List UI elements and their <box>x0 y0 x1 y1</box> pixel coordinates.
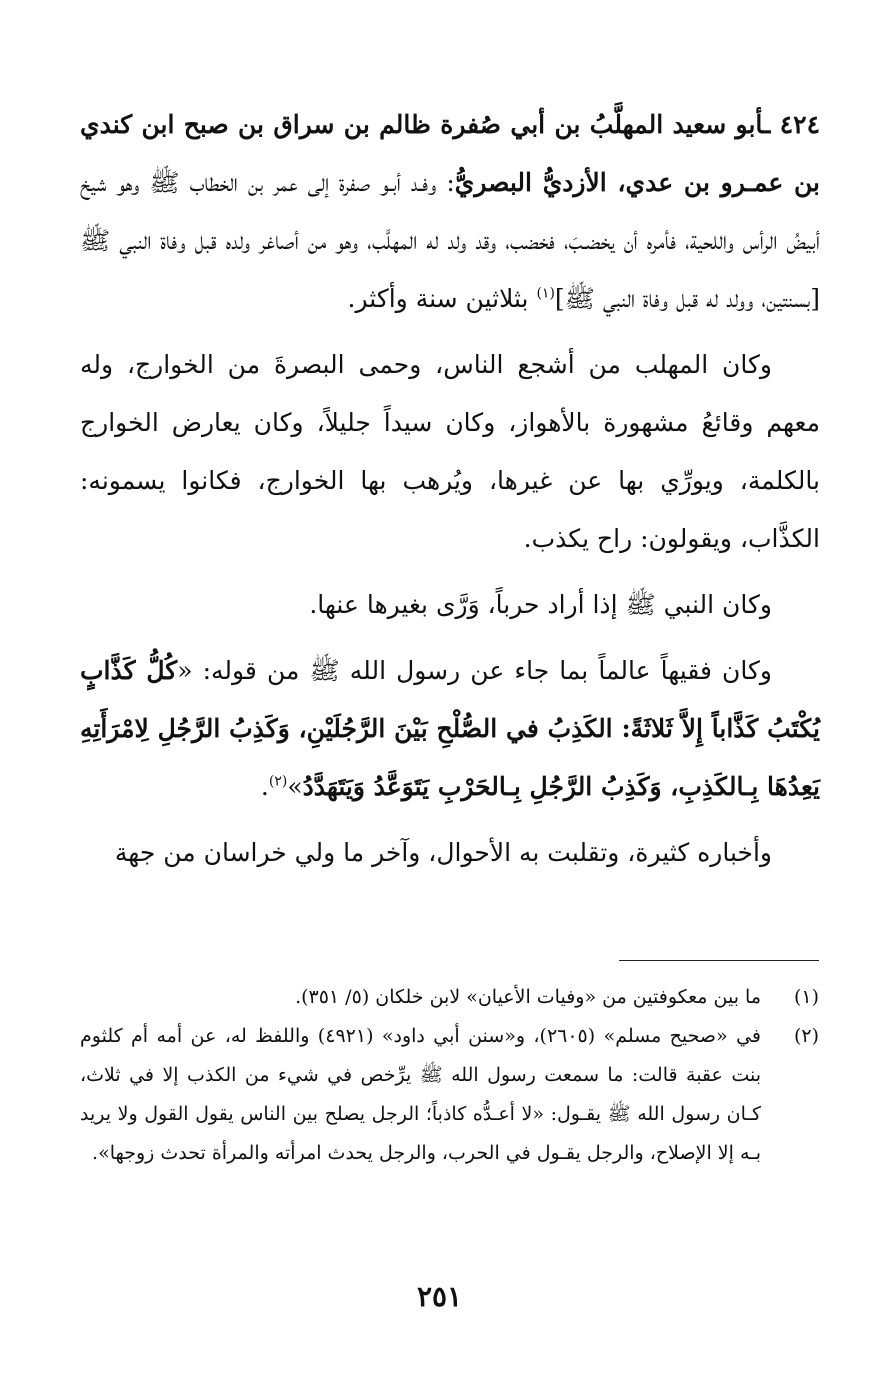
hadith-close-quote: » <box>287 772 303 801</box>
entry-paragraph <box>80 96 820 328</box>
hadith-intro: وكان فقيهاً عالماً بما جاء عن رسول الله ﷺ من قوله: « <box>177 656 772 685</box>
paragraph-news: وأخباره كثيرة، وتقلبت به الأحوال، وآخر ما ولي خراسان من جهة <box>114 838 772 867</box>
entry-heading: أبو سعيد المهلَّبُ بن أبي صُفرة ظالم بن سراق بن صبح ابن كندي بن عمـرو بن عدي، الأزديُّ البصريُّ <box>80 110 821 197</box>
footnote-1 <box>80 978 819 1017</box>
entry-intro: : وفـد أبـو صفرة إلى عمر بن الخطاب ﷺ وهو شيخ أبيضُ الرأس واللحية، فأمره أن يخضـبَ، فخضب، وقد ولد له المهلَّب، وهو من أصاغر ولده قبل وفاة النبي ﷺ [بسنتين، وولد له قبل وفاة النبي ﷺ] <box>80 168 820 313</box>
footnote-number: (٢) <box>793 1025 819 1047</box>
entry-number: ٤٢٤ ـ <box>763 110 821 139</box>
paragraph-bravery: وكان المهلب من أشجع الناس، وحمى البصرةَ من الخوارج، وله معهم وقائعُ مشهورة بالأهواز، وكان سيداً جليلاً، وكان يعارض الخوارج بالكلمة، ويورِّي بها عن غيرها، ويُرهب بها الخوارج، فكانوا يسمونه: الكذَّاب، ويقولون: راح يكذب. <box>80 350 820 553</box>
page-number: ٢٥١ <box>416 1280 463 1313</box>
footnote-text: ما بين معكوفتين من «وفيات الأعيان» لابن خلكان (٥/ ٣٥١). <box>295 986 761 1008</box>
entry-intro-end: بثلاثين سنة وأكثر. <box>347 284 537 313</box>
paragraph-prophet-war: وكان النبي ﷺ إذا أراد حرباً، وَرَّى بغيرها عنها. <box>309 590 772 619</box>
main-text-block <box>80 96 820 890</box>
hadith-end: . <box>260 772 269 801</box>
footnotes-block <box>80 978 819 1173</box>
footnote-ref-1: (١) <box>536 285 555 302</box>
footnote-number: (١) <box>793 986 819 1008</box>
footnote-ref-2: (٢) <box>268 773 288 790</box>
footnote-2 <box>80 1017 819 1173</box>
hadith-text: كُلُّ كَذَّابٍ يُكْتَبُ كَذَّاباً إِلاَّ ثَلاثَةً: الكَذِبُ في الصُّلْحِ بَيْنَ الرَّجُلَيْنِ، وَكَذِبُ الرَّجُلِ لِامْرَأَتِهِ يَعِدُهَا بِـالكَذِبِ، وَكَذِبُ الرَّجُلِ بِـالحَرْبِ يَتَوَعَّدُ وَيَتَهَدَّدُ <box>80 656 820 801</box>
paragraph-hadith <box>80 642 820 816</box>
footnote-text: في «صحيح مسلم» (٢٦٠٥)، و«سنن أبي داود» (٤٩٢١) واللفظ له، عن أمه أم كلثوم بنت عقبة قالت: ما سمعت رسول الله ﷺ يرِّخص في شيء من الكذب إلا في ثلاث، كـان رسول الله ﷺ يقـول: «لا أعـدُّه كاذباً؛ الرجل يصلح بين الناس يقول القول ولا يريد بـه إلا الإصلاح، والرجل يقـول في الحرب، والرجل يحدث امرأته والمرأة تحدث زوجها». <box>80 1025 761 1164</box>
footnote-separator <box>619 960 819 961</box>
